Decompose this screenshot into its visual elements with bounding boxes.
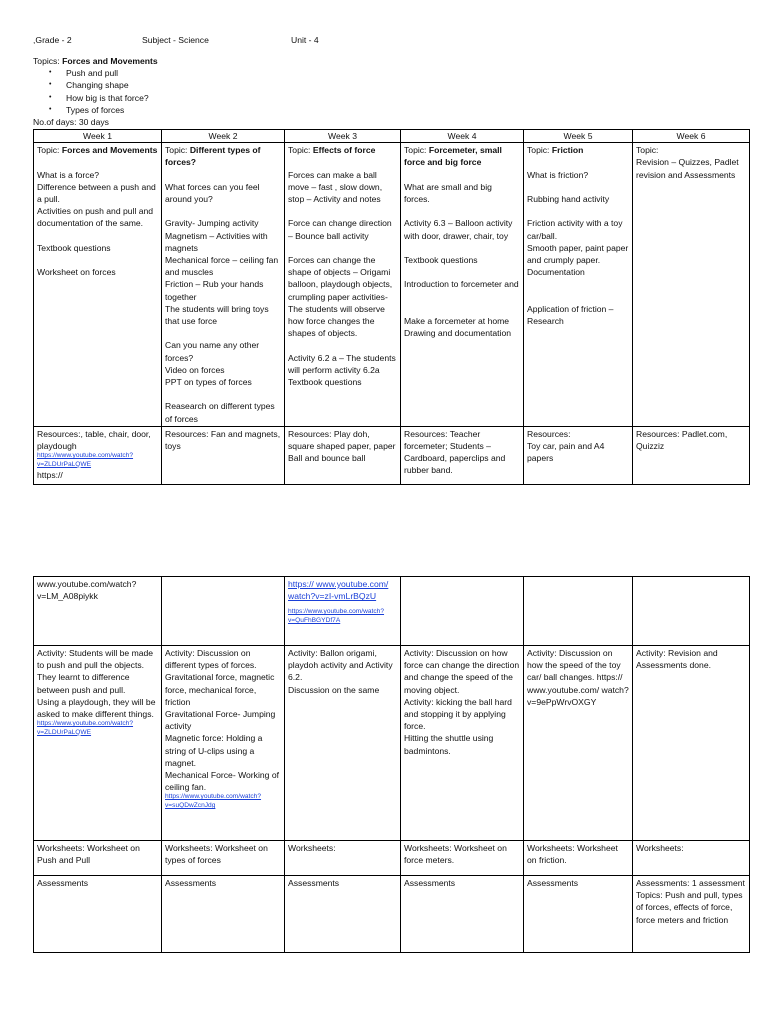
cell-line: Forces can make a ball move – fast , slow down, stop – Activity and notes [288,169,383,204]
week-2-resources-cell: Resources: Fan and magnets, toys [162,426,285,484]
cell-line: Reasearch on different types of forces [165,401,275,424]
cell-line: The students will bring toys that use force [165,303,269,327]
cell-line: Activity 6.2 a – The students will perform activity 6.2a [288,352,396,375]
week-3-header: Week 3 [285,130,401,143]
assessments-row [34,876,750,953]
cell-line: Worksheet on forces [37,267,116,278]
week-1-activity-cell: Activity: Students will be made to push and pull the objects. They learnt to difference between push and pull. Using a playdough, they will be asked to make different things. https://www.youtube.com/watch?v=ZLDUrPaLQWE [34,646,162,841]
week-2-assessments-cell: Assessments [162,876,285,953]
activity-row [34,646,750,841]
cell-line: What are small and big forces. [404,181,492,204]
week-2-topic-cell: Topic: Different types of forces? What forces can you feel around you? Gravity- Jumping activity Magnetism – Activities with magnets Mechanical force – ceiling fan and muscles Friction – Rub your hands together The students will bring toys that use force Can you name any other forces? Video on forces PPT on types of forces Reasearch on different types of forces [162,143,285,427]
cell-line: Textbook questions [37,242,111,253]
resource-link[interactable]: https://www.youtube.com/watch?v=QuFhBGYDf7A [288,608,385,624]
week-5-activity-cell: Activity: Discussion on how the speed of the toy car/ ball changes. https:// www.youtube.com/ watch?v=9ePpWrvOXGY [524,646,633,841]
week-3-resources-cell: Resources: Play doh, square shaped paper, paper Ball and bounce ball [285,426,401,484]
resource-link[interactable]: www.youtube.com/watch?v=LM_A08piykk [37,579,137,602]
cell-line: Magnetism – Activities with magnets [165,230,268,253]
cell-line: Friction activity with a toy car/ball. [527,218,623,241]
topics-heading: Topics: Forces and Movements [33,56,158,66]
cell-line: Application of friction – Research [527,303,614,326]
days-label: No.of days: 30 days [33,117,109,127]
cell-line: Drawing and documentation [404,328,512,339]
resource-link[interactable]: https:// www.youtube.com/ watch?v=zI-vmLrBQzU [288,579,389,602]
week-4-resources-cell: Resources: Teacher forcemeter; Students – Cardboard, paperclips and rubber band. [401,426,524,484]
resource-link[interactable]: https://www.youtube.com/watch?v=ZLDUrPaLQWE [37,452,134,468]
week-6-header: Week 6 [633,130,750,143]
topic-row [34,143,750,427]
week-2-activity-cell: Activity: Discussion on different types of forces. Gravitational force, magnetic force, mechanical force, friction Gravitational Force- Jumping activity Magnetic force: Holding a string of U-clips using a magnet. Mechanical Force- Working of ceiling fan. https://www.youtube.com/watch?v=suQDwZcnJdg [162,646,285,841]
week-2-header: Week 2 [162,130,285,143]
links-row [34,577,750,646]
week-5-links-cell [524,577,633,646]
week-6-links-cell [633,577,750,646]
cell-line: Activity 6.3 – Balloon activity with door, drawer, chair, toy [404,218,513,241]
cell-line: Documentation [527,267,585,278]
week-4-assessments-cell: Assessments [401,876,524,953]
week-5-resources-cell: Resources: Toy car, pain and A4 papers [524,426,633,484]
subject-label: Subject - Science [142,35,209,45]
unit-label: Unit - 4 [291,35,319,45]
topic-item: • Types of forces [66,104,158,116]
week-6-worksheets-cell: Worksheets: [633,841,750,876]
topic-item: • Changing shape [66,79,158,91]
cell-line: Forces can change the shape of objects – Origami balloon, playdough objects, crumpling paper activities- The students will observe how force changes the shapes of objects. [288,254,393,339]
worksheets-row [34,841,750,876]
week-2-links-cell [162,577,285,646]
cell-line: Gravity- Jumping activity [165,218,259,229]
cell-line: Friction – Rub your hands together [165,279,264,302]
cell-line: What forces can you feel around you? [165,181,260,204]
topic-item: • Push and pull [66,67,158,79]
week-6-activity-cell: Activity: Revision and Assessments done. [633,646,750,841]
week-3-links-cell [285,577,401,646]
week-5-worksheets-cell: Worksheets: Worksheet on friction. [524,841,633,876]
cell-line: Make a forcemeter at home [404,315,510,326]
cell-line: What is a force? [37,169,100,180]
week-3-activity-cell: Activity: Ballon origami, playdoh activity and Activity 6.2. Discussion on the same [285,646,401,841]
cell-line: Force can change direction – Bounce ball activity [288,218,392,241]
week-6-assessments-cell: Assessments: 1 assessment Topics: Push and pull, types of forces, effects of force, force meters and friction [633,876,750,953]
cell-line: Textbook questions [288,377,362,387]
cell-line: Mechanical force – ceiling fan and muscles [165,255,279,278]
topics-block [33,55,158,116]
topic-item: • How big is that force? [66,92,158,104]
cell-line: Topic: [636,145,659,156]
resources-row [34,426,750,484]
cell-line: Smooth paper, paint paper and crumply paper. [527,242,629,265]
week-2-worksheets-cell: Worksheets: Worksheet on types of forces [162,841,285,876]
cell-line: Rubbing hand activity [527,193,610,204]
week-6-resources-cell: Resources: Padlet.com, Quizziz [633,426,750,484]
cell-line: PPT on types of forces [165,377,252,388]
week-header-row [34,130,750,143]
week-3-assessments-cell: Assessments [285,876,401,953]
week-1-assessments-cell: Assessments [34,876,162,953]
cell-line: Revision – Quizzes, Padlet revision and Assessments [636,157,739,180]
cell-line: Introduction to forcemeter and [404,279,519,290]
week-3-worksheets-cell: Worksheets: [285,841,401,876]
week-4-worksheets-cell: Worksheets: Worksheet on force meters. [401,841,524,876]
week-5-header: Week 5 [524,130,633,143]
cell-line: Difference between a push and a pull. [37,181,156,204]
week-4-links-cell [401,577,524,646]
week-1-topic-cell: Topic: Forces and Movements What is a force? Difference between a push and a pull. Activities on push and pull and documentation of the same. Textbook questions Worksheet on forces [34,143,162,427]
week-1-header: Week 1 [34,130,162,143]
cell-line: What is friction? [527,169,589,180]
cell-line: Activities on push and pull and documentation of the same. [37,206,154,229]
topics-list [33,67,158,116]
resource-link[interactable]: https://www.youtube.com/watch?v=ZLDUrPaLQWE [37,720,134,736]
week-1-resources-cell: Resources:, table, chair, door, playdough https://www.youtube.com/watch?v=ZLDUrPaLQWE https:// [34,426,162,484]
plan-table-activities [33,576,750,953]
week-1-worksheets-cell: Worksheets: Worksheet on Push and Pull [34,841,162,876]
week-4-header: Week 4 [401,130,524,143]
week-4-activity-cell: Activity: Discussion on how force can change the direction and change the speed of the moving object. Activity: kicking the ball hard and stopping it by applying force. Hitting the shuttle using badmintons. [401,646,524,841]
plan-table-week-overview [33,129,750,485]
week-3-topic-cell: Topic: Effects of force Forces can make a ball move – fast , slow down, stop – Activity and notes Force can change direction – Bounce ball activity Forces can change the shape of objects – Origami balloon, playdough objects, crumpling paper activities- The students will observe how force changes the shapes of objects. Activity 6.2 a – The students will perform activity 6.2a Textbook questions [285,143,401,427]
week-5-topic-cell: Topic: Friction What is friction? Rubbing hand activity Friction activity with a toy car/ball. Smooth paper, paint paper and crumply paper. Documentation Application of friction – Research [524,143,633,427]
cell-line: Can you name any other forces? [165,340,260,363]
grade-label: ,Grade - 2 [33,35,72,45]
week-4-topic-cell: Topic: Forcemeter, small force and big force What are small and big forces. Activity 6.3 – Balloon activity with door, drawer, chair, toy Textbook questions Introduction to forcemeter and Make a forcemeter at home Drawing and documentation [401,143,524,427]
cell-line: Video on forces [165,364,225,375]
week-1-links-cell [34,577,162,646]
cell-line: Textbook questions [404,254,478,265]
week-6-topic-cell [633,143,750,427]
resource-link[interactable]: https://www.youtube.com/watch?v=suQDwZcnJdg [165,793,262,809]
week-5-assessments-cell: Assessments [524,876,633,953]
